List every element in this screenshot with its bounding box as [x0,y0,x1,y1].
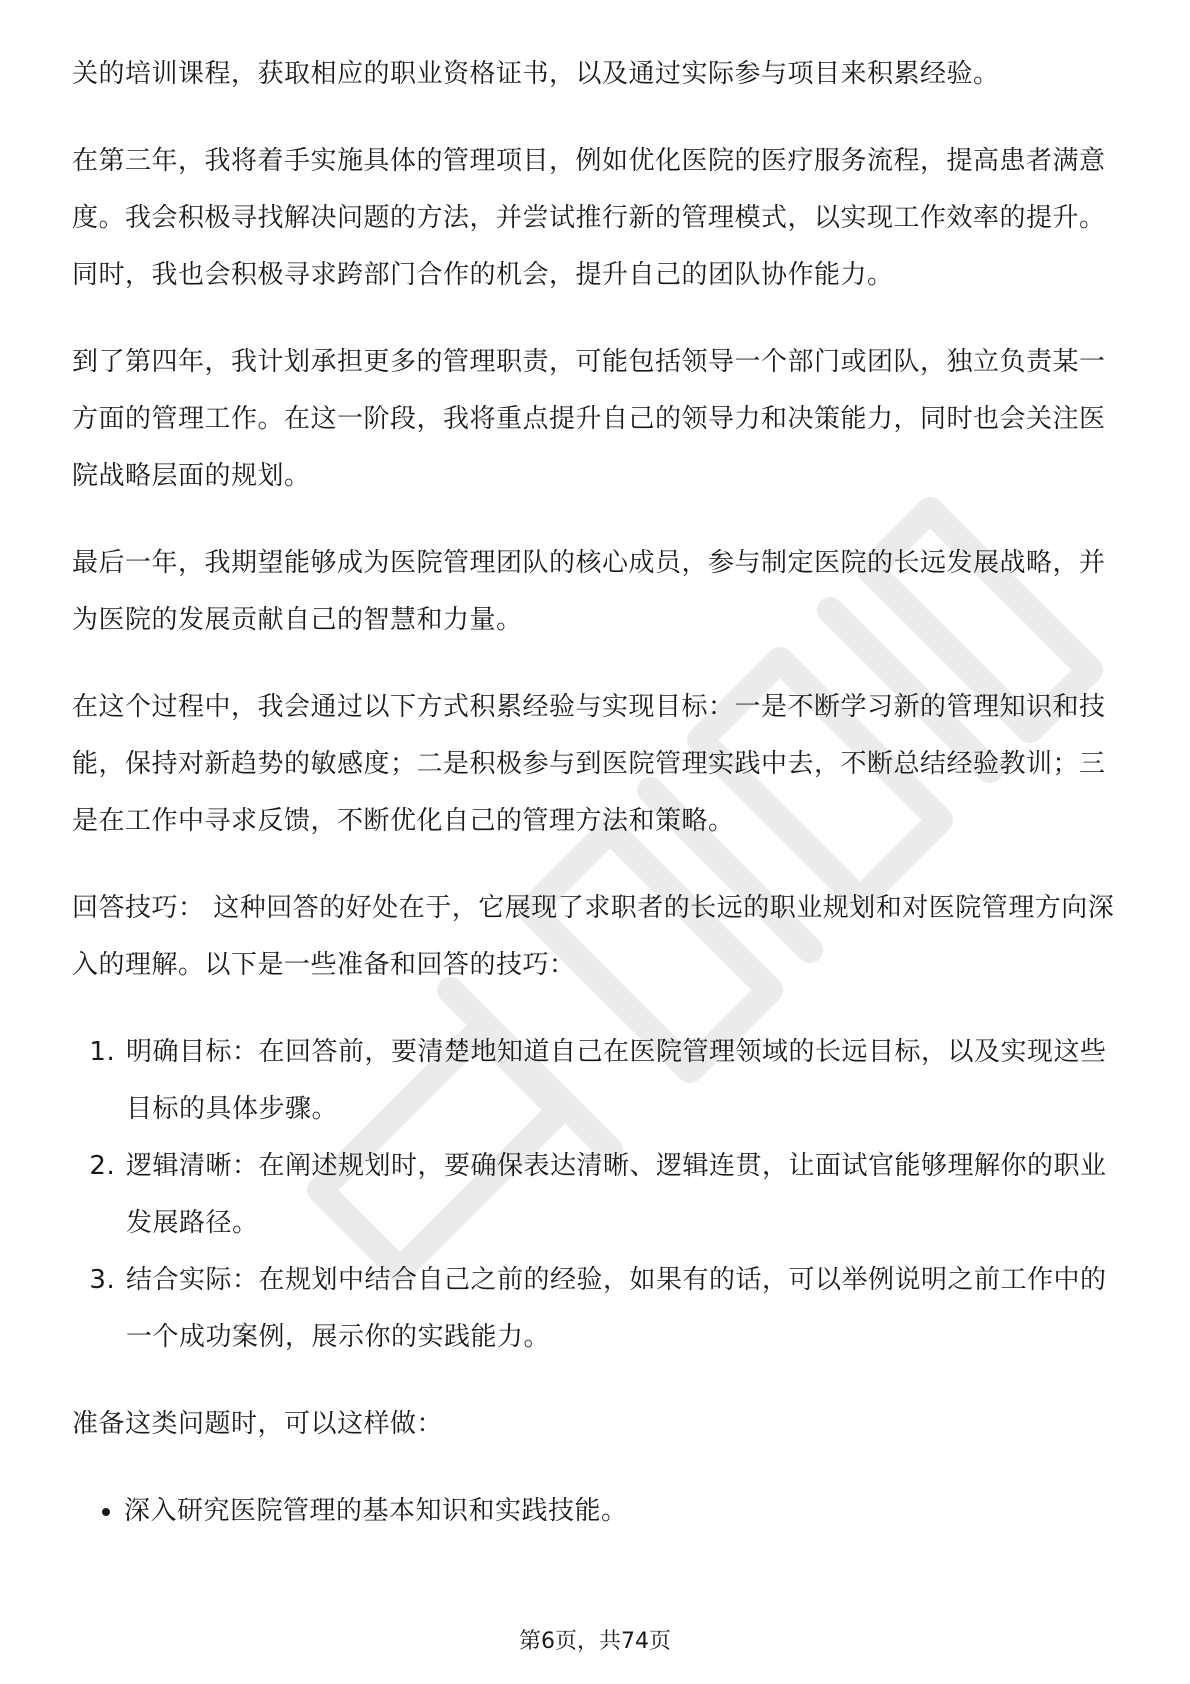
tip-item: 2. 逻辑清晰：在阐述规划时，要确保表达清晰、逻辑连贯，让面试官能够理解你的职业发展路径。 [124,1138,1124,1252]
paragraph-year-four: 到了第四年，我计划承担更多的管理职责，可能包括领导一个部门或团队，独立负责某一方面的管理工作。在这一阶段，我将重点提升自己的领导力和决策能力，同时也会关注医院战略层面的规划。 [72,347,1106,491]
paragraph-process: 在这个过程中，我会通过以下方式积累经验与实现目标：一是不断学习新的管理知识和技能，保持对新趋势的敏感度；二是积极参与到医院管理实践中去，不断总结经验教训；三是在工作中寻求反馈，不断优化自己的管理方法和策略。 [72,692,1106,836]
prep-item: • 深入研究医院管理的基本知识和实践技能。 [124,1483,1124,1540]
document-body [72,46,1124,1540]
paragraph-training: 关的培训课程，获取相应的职业资格证书，以及通过实际参与项目来积累经验。 [72,59,1000,89]
paragraph-prep-intro: 准备这类问题时，可以这样做： [72,1409,444,1439]
paragraph-answer-tips: 回答技巧： 这种回答的好处在于，它展现了求职者的长远的职业规划和对医院管理方向深入的理解。以下是一些准备和回答的技巧： [72,893,1115,980]
tips-list [72,1024,1124,1366]
paragraph-final-year: 最后一年，我期望能够成为医院管理团队的核心成员，参与制定医院的长远发展战略，并为医院的发展贡献自己的智慧和力量。 [72,548,1106,635]
page-footer: 第6页，共74页 [519,1629,671,1654]
tip-item: 3. 结合实际：在规划中结合自己之前的经验，如果有的话，可以举例说明之前工作中的一个成功案例，展示你的实践能力。 [124,1252,1124,1366]
paragraph-year-three: 在第三年，我将着手实施具体的管理项目，例如优化医院的医疗服务流程，提高患者满意度。我会积极寻找解决问题的方法，并尝试推行新的管理模式，以实现工作效率的提升。同时，我也会积极寻求跨部门合作的机会，提升自己的团队协作能力。 [72,146,1106,290]
prep-list [72,1483,1124,1540]
tip-item: 1. 明确目标：在回答前，要清楚地知道自己在医院管理领域的长远目标，以及实现这些目标的具体步骤。 [124,1024,1124,1138]
